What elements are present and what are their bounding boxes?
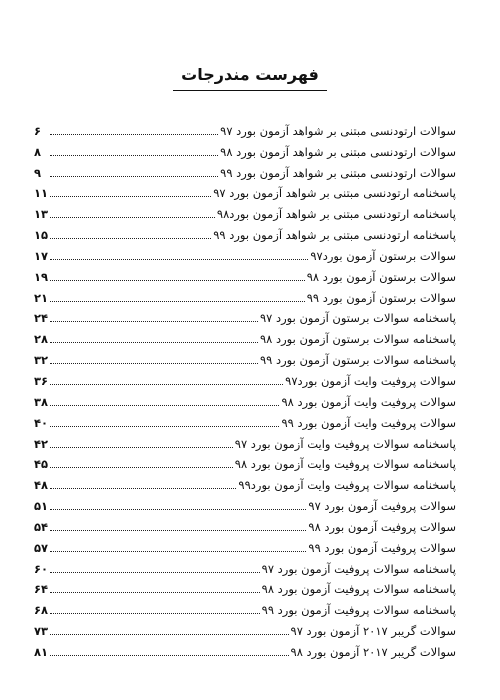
toc-entry bbox=[34, 222, 456, 243]
toc-entry bbox=[34, 597, 456, 618]
toc-entry bbox=[34, 493, 456, 514]
toc-entry-page-number: ۸۱ bbox=[34, 644, 49, 659]
toc-entry-page-number: ۹ bbox=[34, 165, 42, 180]
toc-entry bbox=[34, 160, 456, 181]
toc-entry-page-number: ۵۴ bbox=[34, 519, 49, 534]
toc-entry-page-number: ۴۵ bbox=[34, 457, 49, 472]
toc-entry-label: پاسخنامه ارتودنسی مبتنی بر شواهد آزمون بورد ۹۷ bbox=[213, 186, 456, 201]
dot-leader bbox=[50, 320, 258, 322]
toc-entry-label: پاسخنامه سوالات پروفیت وایت آزمون بورد ۹۸ bbox=[234, 457, 456, 472]
dot-leader bbox=[50, 154, 218, 156]
dot-leader bbox=[50, 529, 306, 531]
dot-leader bbox=[50, 341, 258, 343]
toc-entry-page-number: ۶ bbox=[34, 123, 42, 138]
toc-entry-label: سوالات ارتودنسی مبتنی بر شواهد آزمون بورد ۹۹ bbox=[220, 165, 456, 180]
toc-entry-page-number: ۳۸ bbox=[34, 394, 49, 409]
toc-entry-page-number: ۴۰ bbox=[34, 415, 49, 430]
toc-entry-label: پاسخنامه سوالات پروفیت آزمون بورد ۹۹ bbox=[261, 603, 456, 618]
toc-entry-page-number: ۱۳ bbox=[34, 207, 49, 222]
toc-entry-label: سوالات گریبر ۲۰۱۷ آزمون بورد ۹۷ bbox=[290, 624, 456, 639]
dot-leader bbox=[50, 487, 236, 489]
toc-entry bbox=[34, 243, 456, 264]
toc-entry-label: سوالات برستون آزمون بورد ۹۸ bbox=[306, 269, 456, 284]
dot-leader bbox=[50, 446, 233, 448]
toc-entry bbox=[34, 577, 456, 598]
toc-entry-page-number: ۱۹ bbox=[34, 269, 49, 284]
toc-entry-page-number: ۸ bbox=[34, 144, 42, 159]
toc-entry bbox=[34, 264, 456, 285]
dot-leader bbox=[50, 550, 306, 552]
toc-entry-label: سوالات برستون آزمون بورد ۹۹ bbox=[306, 290, 456, 305]
toc-entry-page-number: ۶۸ bbox=[34, 603, 49, 618]
toc-entry-label: سوالات پروفیت وایت آزمون بورد ۹۹ bbox=[281, 415, 456, 430]
toc-entry-page-number: ۶۰ bbox=[34, 561, 49, 576]
toc-entry bbox=[34, 452, 456, 473]
toc-entry-page-number: ۱۵ bbox=[34, 228, 49, 243]
dot-leader bbox=[50, 279, 305, 281]
toc-entry bbox=[34, 514, 456, 535]
toc-entry-page-number: ۴۸ bbox=[34, 478, 49, 493]
dot-leader bbox=[50, 571, 260, 573]
dot-leader bbox=[50, 466, 233, 468]
dot-leader bbox=[50, 508, 306, 510]
dot-leader bbox=[50, 654, 288, 656]
toc-entry bbox=[34, 201, 456, 222]
dot-leader bbox=[50, 591, 260, 593]
toc-entry-page-number: ۲۱ bbox=[34, 290, 49, 305]
toc-entry-page-number: ۳۲ bbox=[34, 353, 49, 368]
toc-entry-label: پاسخنامه سوالات برستون آزمون بورد ۹۹ bbox=[259, 353, 456, 368]
toc-entry bbox=[34, 410, 456, 431]
toc-entry bbox=[34, 306, 456, 327]
toc-entry-label: پاسخنامه سوالات پروفیت وایت آزمون بورد۹۹ bbox=[238, 478, 456, 493]
toc-entry bbox=[34, 118, 456, 139]
toc-entry-page-number: ۵۱ bbox=[34, 499, 49, 514]
toc-entry-label: سوالات پروفیت آزمون بورد ۹۷ bbox=[308, 499, 456, 514]
toc-entry-label: پاسخنامه سوالات پروفیت وایت آزمون بورد ۹۷ bbox=[234, 436, 456, 451]
toc-entry-label: سوالات گریبر ۲۰۱۷ آزمون بورد ۹۸ bbox=[290, 644, 456, 659]
toc-entry-page-number: ۴۲ bbox=[34, 436, 49, 451]
toc-entry bbox=[34, 326, 456, 347]
toc-entry bbox=[34, 431, 456, 452]
toc-entry-page-number: ۷۳ bbox=[34, 624, 49, 639]
dot-leader bbox=[50, 237, 211, 239]
toc-entry bbox=[34, 639, 456, 660]
toc-entry bbox=[34, 347, 456, 368]
dot-leader bbox=[50, 216, 215, 218]
toc-entry-label: سوالات ارتودنسی مبتنی بر شواهد آزمون بورد ۹۷ bbox=[220, 123, 456, 138]
toc-entry bbox=[34, 556, 456, 577]
dot-leader bbox=[50, 175, 218, 177]
toc-entry bbox=[34, 618, 456, 639]
dot-leader bbox=[50, 633, 288, 635]
toc-entry-label: سوالات پروفیت وایت آزمون بورد ۹۸ bbox=[281, 394, 456, 409]
dot-leader bbox=[50, 195, 211, 197]
toc-entry-page-number: ۲۴ bbox=[34, 311, 49, 326]
toc-entry bbox=[34, 285, 456, 306]
toc-entry-page-number: ۱۷ bbox=[34, 248, 49, 263]
toc-entry bbox=[34, 389, 456, 410]
toc-entry-label: سوالات پروفیت آزمون بورد ۹۹ bbox=[308, 540, 456, 555]
toc-entry bbox=[34, 181, 456, 202]
toc-entry-page-number: ۲۸ bbox=[34, 332, 49, 347]
dot-leader bbox=[50, 362, 258, 364]
toc-entry-label: سوالات ارتودنسی مبتنی بر شواهد آزمون بورد ۹۸ bbox=[220, 144, 456, 159]
toc-entry-page-number: ۶۴ bbox=[34, 582, 49, 597]
toc-entry-label: پاسخنامه سوالات پروفیت آزمون بورد ۹۷ bbox=[261, 561, 456, 576]
toc-entry bbox=[34, 472, 456, 493]
toc-entry-label: پاسخنامه سوالات برستون آزمون بورد ۹۸ bbox=[259, 332, 456, 347]
dot-leader bbox=[50, 300, 305, 302]
toc-entry-label: پاسخنامه سوالات برستون آزمون بورد ۹۷ bbox=[259, 311, 456, 326]
toc-entry bbox=[34, 535, 456, 556]
dot-leader bbox=[50, 258, 308, 260]
dot-leader bbox=[50, 404, 279, 406]
toc-entry-label: سوالات برستون آزمون بورد۹۷ bbox=[310, 248, 456, 263]
page-title: فهرست مندرجات bbox=[173, 64, 327, 91]
dot-leader bbox=[50, 383, 283, 385]
toc-entry-page-number: ۳۶ bbox=[34, 373, 49, 388]
dot-leader bbox=[50, 133, 218, 135]
toc-entry-page-number: ۱۱ bbox=[34, 186, 49, 201]
toc-entry-label: پاسخنامه ارتودنسی مبتنی بر شواهد آزمون بورد ۹۹ bbox=[213, 228, 456, 243]
title-block bbox=[0, 64, 500, 91]
toc-entry-page-number: ۵۷ bbox=[34, 540, 49, 555]
toc-entry-label: پاسخنامه سوالات پروفیت آزمون بورد ۹۸ bbox=[261, 582, 456, 597]
toc-entry bbox=[34, 368, 456, 389]
dot-leader bbox=[50, 612, 260, 614]
dot-leader bbox=[50, 425, 279, 427]
toc-entry-label: سوالات پروفیت وایت آزمون بورد۹۷ bbox=[285, 373, 456, 388]
toc-entry-label: پاسخنامه ارتودنسی مبتنی بر شواهد آزمون بورد۹۸ bbox=[216, 207, 456, 222]
table-of-contents bbox=[34, 118, 456, 660]
toc-entry-label: سوالات پروفیت آزمون بورد ۹۸ bbox=[308, 519, 456, 534]
toc-entry bbox=[34, 139, 456, 160]
